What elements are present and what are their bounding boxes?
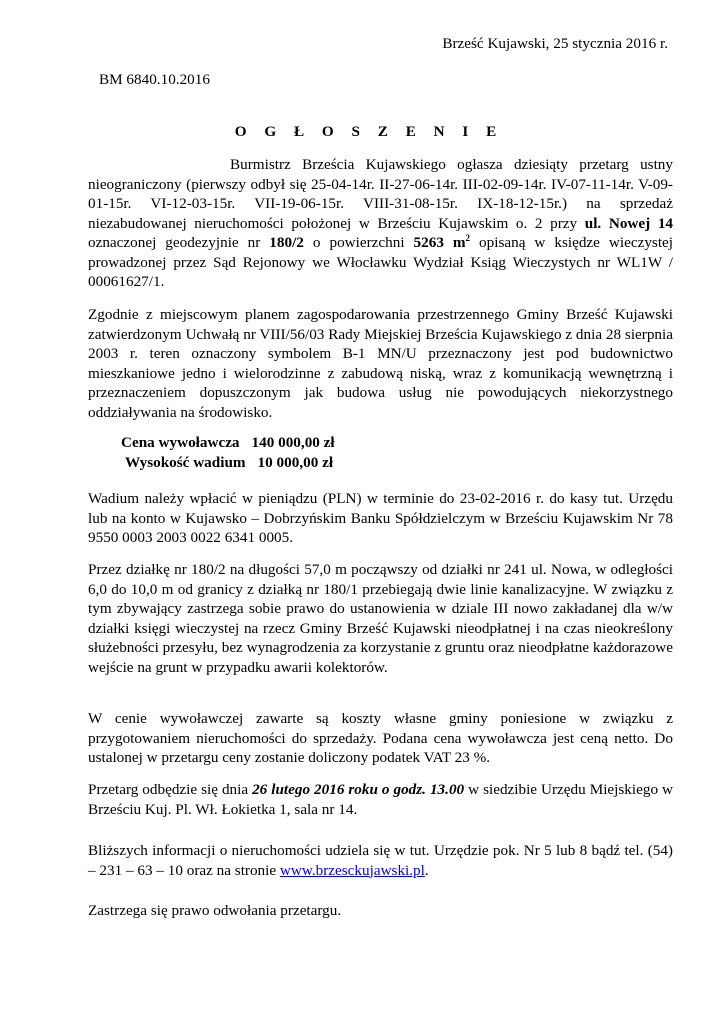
starting-price-value: 140 000,00 zł — [251, 434, 335, 451]
easement-paragraph: Przez działkę nr 180/2 na długości 57,0 m począwszy od działki nr 241 ul. Nowa, w odległości 6,0 do 10,0 m od granicy z działką nr 180/1 przebiegają dwie linie kanalizacyjne. W związku z tym zbywający zastrzega sobie prawo do ustanowienia w dziale III nowo zakładanej dla w/w działki księgi wieczystej na rzecz Gminy Brześć Kujawski nieodpłatnej i na czas nieokreślony służebności przesyłu, bez wynagrodzenia za korzystanie z gruntu oraz nieodpłatne każdorazowe wejście na grunt w przypadku awarii kolektorów. — [88, 561, 673, 676]
price-block — [121, 433, 335, 473]
zoning-plan-paragraph: Zgodnie z miejscowym planem zagospodarowania przestrzennego Gminy Brześć Kujawski zatwierdzonym Uchwałą nr VIII/56/03 Rady Miejskiej Brześcia Kujawskiego z dnia 28 sierpnia 2003 r. teren oznaczony symbolem B-1 MN/U przeznaczony jest pod budownictwo mieszkaniowe jedno i wielorodzinne z zabudową niską, wraz z komunikacją wewnętrzną i przeznaczeniem dopuszczonym jak budowa usług nie powodujących niekorzystnego oddziaływania na środowisko. — [88, 306, 673, 421]
deposit-label: Wysokość wadium — [125, 454, 246, 471]
deposit-payment-paragraph: Wadium należy wpłacić w pieniądzu (PLN) w terminie do 23-02-2016 r. do kasy tut. Urzędu lub na konto w Kujawsko – Dobrzyńskim Banku Spółdzielczym w Brześciu Kujawskim Nr 78 9550 0003 2003 0022 6341 0005. — [88, 490, 673, 546]
deposit-value: 10 000,00 zł — [257, 454, 334, 471]
plot-area: 5263 $m^2$ — [413, 232, 471, 251]
starting-price-row — [121, 433, 335, 453]
plot-number: 180/2 — [269, 234, 304, 251]
auction-date-paragraph — [88, 780, 673, 819]
p7-text-2: w siedzibie Urzędu Miejskiego w Brześciu Kuj. Pl. Wł. Łokietka 1, sala nr 14. — [88, 781, 673, 818]
deposit-row — [121, 453, 335, 473]
street-address: ul. Nowej 14 — [584, 214, 674, 232]
starting-price-label: Cena wywoławcza — [121, 434, 240, 451]
auction-datetime: 26 lutego 2016 roku o godz. 13.00 — [252, 781, 465, 798]
auction-description-paragraph — [88, 155, 673, 292]
p8-text-1: Bliższych informacji o nieruchomości udziela się w tut. Urzędzie pok. Nr 5 lub 8 bądź tel. (54) – 231 – 63 – 10 oraz na stronie — [88, 842, 673, 879]
cancellation-notice: Zastrzega się prawo odwołania przetargu. — [88, 902, 342, 919]
p1-text-4: opisaną w księdze wieczystej prowadzonej przez Sąd Rejonowy we Włocławku Wydział Ksiąg Wieczystych nr WL1W / 00061627/1. — [88, 234, 673, 290]
p1-text-1: Burmistrz Brześcia Kujawskiego ogłasza dziesiąty przetarg ustny nieograniczony (pierwszy odbył się 25-04-14r. II-27-06-14r. III-02-09-14r. IV-07-11-14r. V-09-01-15r. VI-12-03-15r. VII-19-06-15r. VIII-31-08-15r. IX-18-12-15r.) na sprzedaż niezabudowanej nieruchomości położonej w Brześciu Kujawskim o. 2 przy — [88, 156, 673, 232]
contact-info-paragraph — [88, 841, 673, 880]
reference-number: BM 6840.10.2016 — [99, 71, 210, 88]
p1-text-2: oznaczonej geodezyjnie nr — [88, 234, 270, 251]
p1-text-3: o powierzchni — [303, 234, 414, 251]
p7-text-1: Przetarg odbędzie się dnia — [88, 781, 253, 798]
price-costs-paragraph: W cenie wywoławczej zawarte są koszty własne gminy poniesione w związku z przygotowaniem nieruchomości do sprzedaży. Podana cena wywoławcza jest ceną netto. Do ustalonej w przetargu ceny zostanie doliczony podatek VAT 23 %. — [88, 710, 673, 766]
website-link[interactable]: www.brzesckujawski.pl — [279, 861, 425, 879]
p8-text-2: . — [424, 861, 429, 879]
place-date: Brześć Kujawski, 25 stycznia 2016 r. — [442, 35, 668, 52]
announcement-title: O G Ł O S Z E N I E — [234, 123, 504, 140]
